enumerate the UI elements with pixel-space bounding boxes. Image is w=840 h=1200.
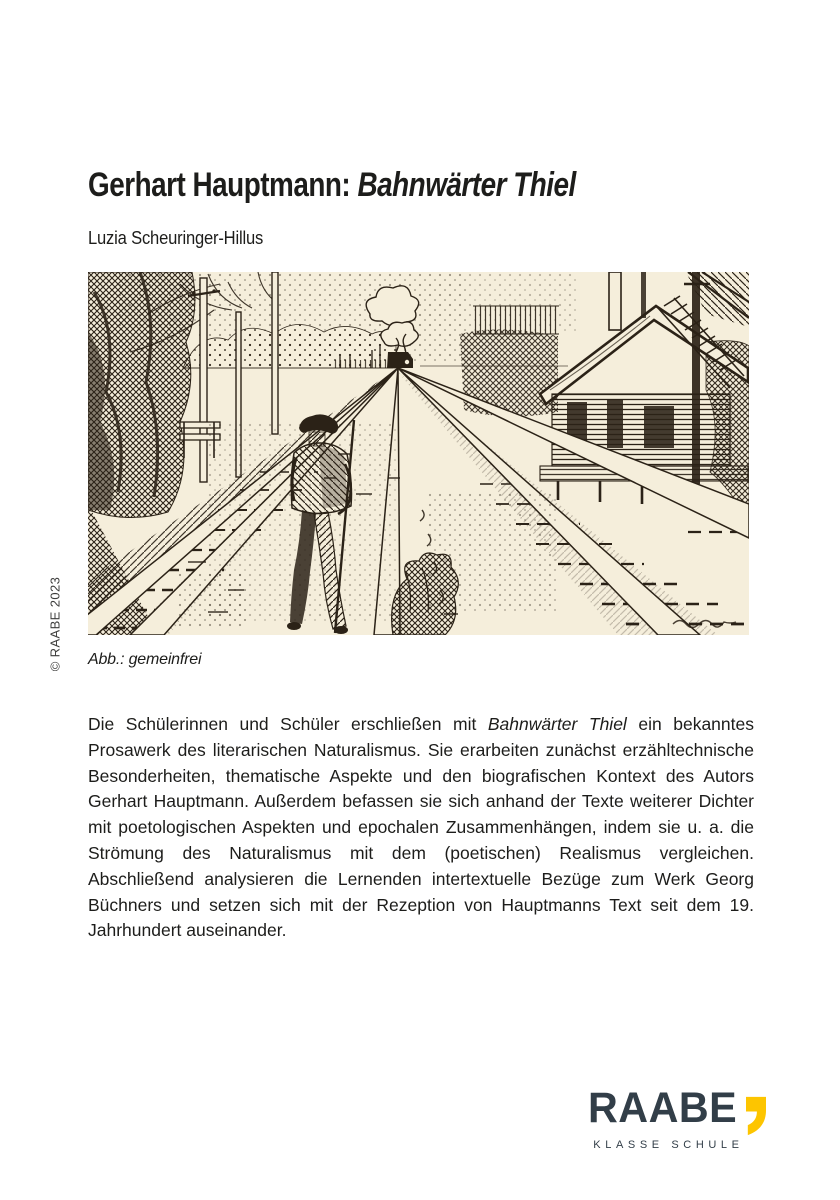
railway-illustration (88, 272, 749, 635)
intro-work-title: Bahnwärter Thiel (487, 714, 627, 734)
logo-comma-icon (745, 1096, 767, 1136)
image-caption: Abb.: gemeinfrei (88, 651, 202, 668)
intro-part2: ein bekanntes Prosawerk des literarischen Naturalismus. Sie erarbeiten zunächst erzähltechnische Besonderheiten, thematische Aspekte und den biografischen Kontext des Autors Gerhart Hauptmann. Außerdem befassen sie sich anhand der Texte weiterer Dichter mit poetologischen Aspekten und epochalen Zusammenhängen, indem sie u. a. die Strömung des Naturalismus mit dem (poetischen) Realismus vergleichen. Abschließend analysieren die Lernenden intertextuelle Bezüge zum Werk Georg Büchners und setzen sich mit der Rezeption von Hauptmanns Text seit dem 19. Jahrhundert auseinander. (88, 714, 754, 941)
intro-paragraph (88, 712, 754, 944)
logo-tagline: KLASSE SCHULE (593, 1139, 744, 1151)
illustration-figure (88, 272, 749, 635)
copyright-notice: © RAABE 2023 (47, 576, 63, 672)
author-name: Luzia Scheuringer-Hillus (88, 228, 264, 248)
title-work-italic: Bahnwärter Thiel (357, 166, 576, 204)
page-title (88, 166, 576, 205)
raabe-logo (588, 1084, 760, 1151)
title-main: Gerhart Hauptmann: (88, 166, 358, 204)
logo-wordmark: RAABE (588, 1084, 738, 1132)
intro-part1: Die Schülerinnen und Schüler erschließen mit (88, 714, 488, 734)
